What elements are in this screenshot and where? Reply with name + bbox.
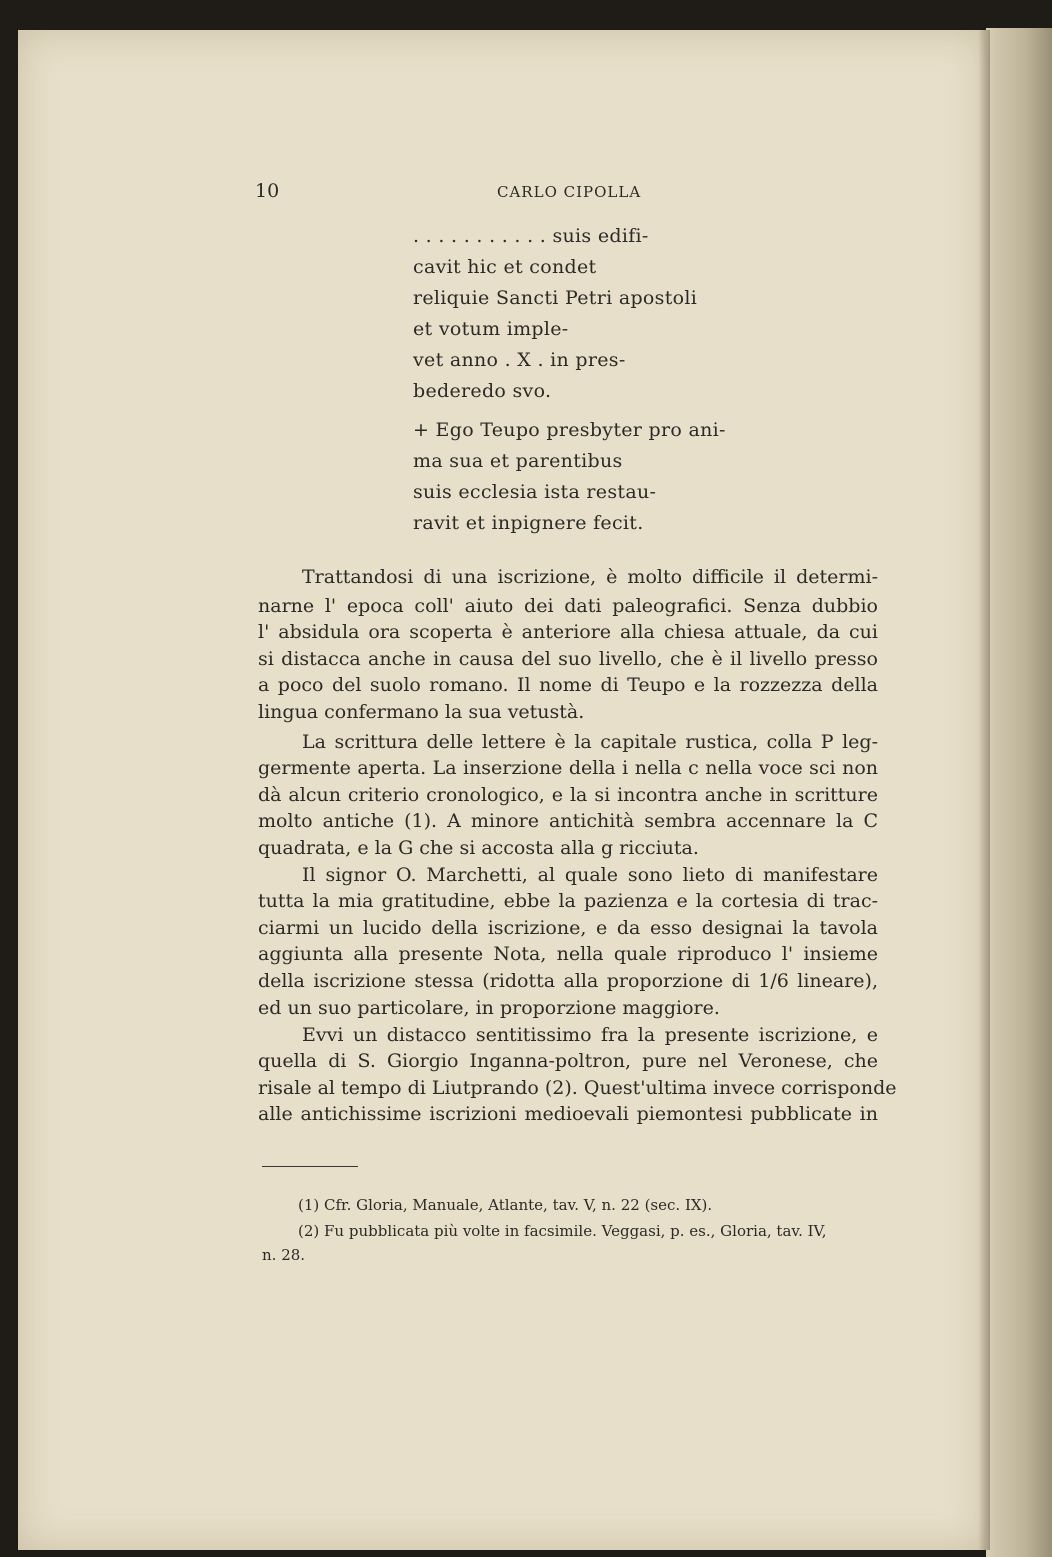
footnote: (2) Fu pubblicata più volte in facsimile. Veggasi, p. es., Gloria, tav. IV, xyxy=(298,1222,827,1240)
inscription-line: vet anno . X . in pres- xyxy=(413,349,626,371)
body-line: Trattandosi di una iscrizione, è molto difficile il determi- xyxy=(302,566,878,588)
body-line: alle antichissime iscrizioni medioevali piemontesi pubblicate in xyxy=(258,1103,878,1125)
body-line: ed un suo particolare, in proporzione maggiore. xyxy=(258,997,720,1019)
body-line: molto antiche (1). A minore antichità sembra accennare la C xyxy=(258,810,878,832)
body-line: dà alcun criterio cronologico, e la si incontra anche in scritture xyxy=(258,784,878,806)
inscription-line: ravit et inpignere fecit. xyxy=(413,512,644,534)
body-line: La scrittura delle lettere è la capitale rustica, colla P leg- xyxy=(302,731,878,753)
page-edge xyxy=(986,28,1052,1557)
inscription-line: cavit hic et condet xyxy=(413,256,597,278)
inscription-line: + Ego Teupo presbyter pro ani- xyxy=(413,419,726,441)
body-line: Il signor O. Marchetti, al quale sono lieto di manifestare xyxy=(302,864,878,886)
body-line: narne l' epoca coll' aiuto dei dati paleografici. Senza dubbio xyxy=(258,595,878,617)
body-line: risale al tempo di Liutprando (2). Quest'ultima invece corrisponde xyxy=(258,1077,897,1099)
body-line: lingua confermano la sua vetustà. xyxy=(258,701,585,723)
body-line: quella di S. Giorgio Inganna-poltron, pure nel Veronese, che xyxy=(258,1050,878,1072)
body-line: della iscrizione stessa (ridotta alla proporzione di 1/6 lineare), xyxy=(258,970,878,992)
body-line: l' absidula ora scoperta è anteriore alla chiesa attuale, da cui xyxy=(258,621,878,643)
inscription-line: reliquie Sancti Petri apostoli xyxy=(413,287,698,309)
body-line: quadrata, e la G che si accosta alla g ricciuta. xyxy=(258,837,699,859)
inscription-line: ma sua et parentibus xyxy=(413,450,623,472)
body-line: germente aperta. La inserzione della i nella c nella voce sci non xyxy=(258,757,878,779)
footnote-divider xyxy=(262,1166,358,1167)
footnote: n. 28. xyxy=(262,1246,306,1264)
body-line: tutta la mia gratitudine, ebbe la pazienza e la cortesia di trac- xyxy=(258,890,878,912)
inscription-line: suis ecclesia ista restau- xyxy=(413,481,657,503)
body-line: ciarmi un lucido della iscrizione, e da esso designai la tavola xyxy=(258,917,878,939)
page-number: 10 xyxy=(255,180,280,202)
inscription-line: et votum imple- xyxy=(413,318,569,340)
page-shadow xyxy=(978,30,990,1550)
body-line: si distacca anche in causa del suo livello, che è il livello presso xyxy=(258,648,878,670)
running-head-title: CARLO CIPOLLA xyxy=(497,183,642,201)
inscription-line: . . . . . . . . . . . suis edifi- xyxy=(413,225,649,247)
inscription-line: bederedo svo. xyxy=(413,380,552,402)
footnote: (1) Cfr. Gloria, Manuale, Atlante, tav. V, n. 22 (sec. IX). xyxy=(298,1196,713,1214)
body-line: Evvi un distacco sentitissimo fra la presente iscrizione, e xyxy=(302,1024,878,1046)
body-line: aggiunta alla presente Nota, nella quale riproduco l' insieme xyxy=(258,943,878,965)
body-line: a poco del suolo romano. Il nome di Teupo e la rozzezza della xyxy=(258,674,878,696)
